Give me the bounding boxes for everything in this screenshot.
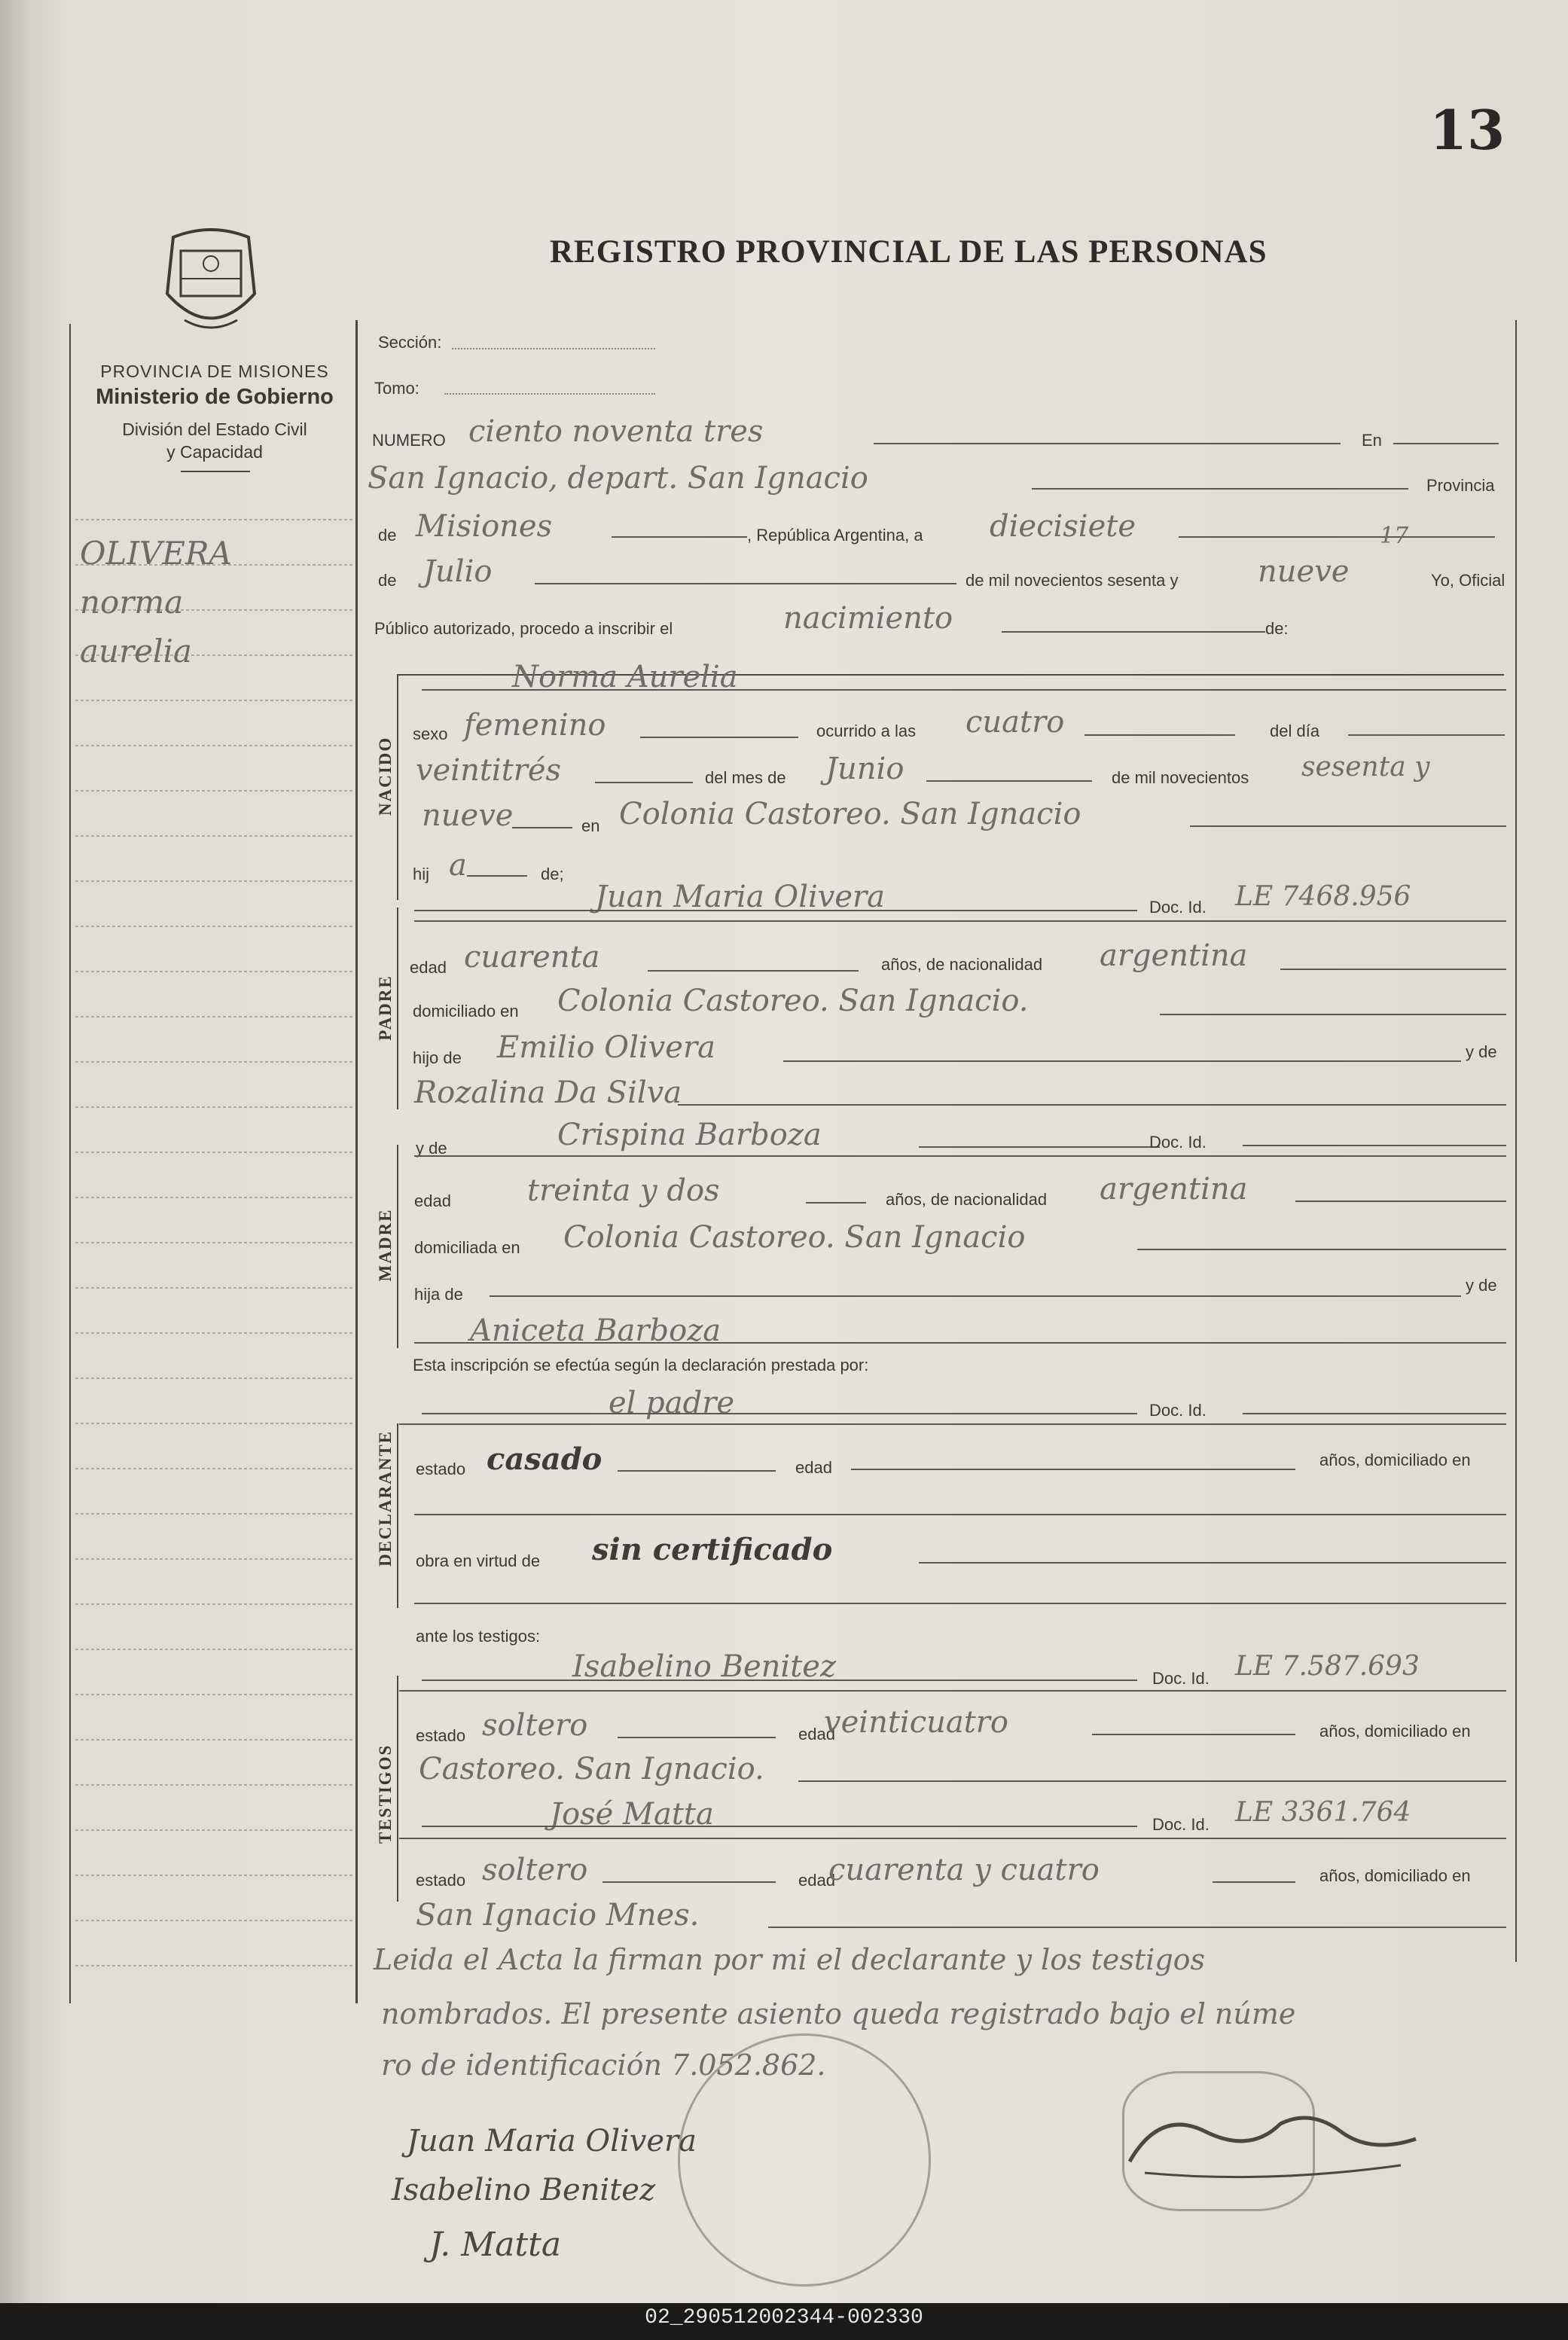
hora-rule — [1084, 734, 1235, 736]
label-t1-doc: Doc. Id. — [1152, 1669, 1210, 1688]
hw-padre-nombre: Juan Maria Olivera — [595, 880, 886, 914]
hw-t2-edad: cuarenta y cuatro — [828, 1853, 1100, 1887]
hw-t2-doc: LE 3361.764 — [1235, 1797, 1411, 1828]
signature-testigo-1: Isabelino Benitez — [392, 2173, 656, 2207]
label-hij: hij — [413, 865, 430, 883]
hw-padre-nac: argentina — [1100, 938, 1248, 973]
hw-madre-hija-de: Aniceta Barboza — [470, 1313, 721, 1348]
label-provincia: Provincia — [1426, 476, 1495, 495]
madre-bracket — [397, 1145, 398, 1348]
hw-padre-dom: Colonia Castoreo. San Ignacio. — [557, 984, 1029, 1018]
hw-t2-dom: San Ignacio Mnes. — [416, 1898, 700, 1933]
mes-rule — [535, 583, 956, 584]
section-padre: PADRE — [376, 975, 395, 1041]
madre-nac-rule — [1295, 1201, 1506, 1202]
signature-testigo-2: J. Matta — [429, 2226, 562, 2264]
hw-mes-nac: Junio — [825, 752, 904, 786]
madre-hija-rule — [490, 1295, 1461, 1297]
hw-dia: diecisiete — [990, 509, 1136, 544]
ruled-lines-graphic — [68, 497, 361, 2003]
hw-anio-nac-2: nueve — [422, 798, 514, 833]
margin-name-2: aurelia — [80, 633, 192, 670]
padre-hijo-rule — [783, 1060, 1461, 1062]
signature-oficial-icon — [1115, 2101, 1431, 2192]
t2-estado-rule — [602, 1881, 776, 1883]
padre-dom-rule — [1160, 1014, 1506, 1015]
hw-dia-num: 17 — [1380, 523, 1409, 549]
t1-estado-rule — [618, 1737, 776, 1738]
hw-padre-edad: cuarenta — [464, 940, 600, 975]
nombre-rule — [422, 689, 1506, 691]
t2-edad-rule — [1213, 1881, 1295, 1883]
hw-madre-nombre: Crispina Barboza — [557, 1118, 822, 1152]
hw-t1-nombre: Isabelino Benitez — [572, 1649, 837, 1684]
declarante-bracket — [397, 1423, 398, 1608]
hw-nota-1: Leida el Acta la firman por mi el declarante y los testigos — [374, 1943, 1206, 1976]
header-province: PROVINCIA DE MISIONES — [100, 362, 329, 381]
label-padre-hijo-de: hijo de — [413, 1048, 462, 1067]
label-padre-dom: domiciliado en — [413, 1002, 519, 1021]
hw-dia-nac: veintitrés — [416, 753, 562, 788]
label-decl-doc: Doc. Id. — [1149, 1401, 1207, 1420]
madre-hija2-rule — [414, 1342, 1506, 1344]
testigos-mid-rule — [399, 1838, 1506, 1839]
madre-dom-rule — [1137, 1249, 1506, 1250]
hw-lugar-nac: Colonia Castoreo. San Ignacio — [619, 797, 1081, 831]
anio-nac-rule — [512, 827, 572, 828]
padre-bracket — [397, 908, 398, 1109]
label-padre-doc: Doc. Id. — [1149, 898, 1207, 917]
label-t2-anos: años, domiciliado en — [1319, 1866, 1471, 1885]
margin-name-1: norma — [80, 584, 184, 621]
dia-rule — [1179, 536, 1495, 538]
hw-lugar: San Ignacio, depart. San Ignacio — [368, 461, 868, 496]
padre-edad-rule — [648, 970, 859, 972]
hw-sexo: femenino — [464, 708, 606, 743]
label-padre-y-de: y de — [1466, 1042, 1497, 1061]
hw-decl-estado: casado — [487, 1442, 602, 1477]
hw-anio-nac-1: sesenta y — [1301, 752, 1430, 783]
signature-padre: Juan Maria Olivera — [407, 2124, 697, 2158]
label-en-nac: en — [581, 816, 600, 835]
padre-nombre-rule — [414, 910, 1137, 911]
nacido-bracket — [397, 674, 398, 900]
hw-madre-nac: argentina — [1100, 1172, 1248, 1207]
t1-edad-rule — [1092, 1734, 1295, 1735]
label-yo-oficial: Yo, Oficial — [1431, 571, 1505, 590]
hw-t1-dom: Castoreo. San Ignacio. — [419, 1752, 764, 1786]
madre-nombre-rule — [919, 1146, 1160, 1148]
label-t2-doc: Doc. Id. — [1152, 1815, 1210, 1834]
decl-obra2-rule — [414, 1603, 1506, 1604]
label-del-mes: del mes de — [705, 768, 786, 787]
label-t2-edad: edad — [798, 1871, 835, 1890]
declarante-rule — [422, 1413, 1137, 1414]
label-madre-dom: domiciliada en — [414, 1238, 520, 1257]
label-padre-edad: edad — [410, 958, 447, 977]
hij-rule — [467, 875, 527, 877]
label-t1-estado: estado — [416, 1726, 466, 1745]
label-ocurrido: ocurrido a las — [816, 722, 917, 740]
hw-padre-y-de: Rozalina Da Silva — [414, 1075, 682, 1110]
hw-declarante: el padre — [609, 1386, 735, 1420]
t1-nombre-rule — [422, 1679, 1137, 1681]
section-nacido: NACIDO — [376, 736, 395, 816]
margin-surname: OLIVERA — [80, 535, 232, 572]
acto-rule — [1002, 631, 1265, 633]
label-de-semi: de; — [541, 865, 564, 883]
header-underline — [181, 471, 250, 472]
t2-nombre-rule — [422, 1826, 1137, 1827]
hw-hij-suffix: a — [449, 848, 467, 883]
hw-t1-edad: veinticuatro — [824, 1705, 1008, 1740]
label-decl-anos: años, domiciliado en — [1319, 1451, 1471, 1469]
hw-t1-estado: soltero — [482, 1708, 588, 1743]
field-seccion — [452, 348, 655, 349]
hw-t1-doc: LE 7.587.693 — [1235, 1651, 1420, 1682]
label-t2-estado: estado — [416, 1871, 466, 1890]
en-rule — [1393, 443, 1499, 444]
label-de-mil-nov: de mil novecientos — [1112, 768, 1249, 787]
label-t1-anos: años, domiciliado en — [1319, 1722, 1471, 1741]
label-decl-estado: estado — [416, 1460, 466, 1478]
numero-rule — [874, 443, 1341, 444]
label-de-1: de — [378, 526, 397, 545]
hw-nombre: Norma Aurelia — [512, 660, 738, 694]
hw-provincia: Misiones — [416, 509, 553, 544]
right-border — [1515, 320, 1517, 1962]
page-left-edge — [0, 0, 30, 2303]
hw-anio: nueve — [1258, 554, 1350, 589]
testigos-top-rule — [399, 1690, 1506, 1692]
decl-doc-rule — [1243, 1413, 1506, 1414]
label-madre-hija-de: hija de — [414, 1285, 463, 1304]
label-decl-edad: edad — [795, 1458, 832, 1477]
declarante-top-rule — [399, 1423, 1506, 1425]
hw-nota-2: nombrados. El presente asiento queda registrado bajo el núme — [381, 1997, 1296, 2030]
label-de-mil: de mil novecientos sesenta y — [966, 571, 1179, 590]
madre-edad-rule — [806, 1202, 866, 1204]
sexo-rule — [640, 737, 798, 738]
label-publico: Público autorizado, procedo a inscribir el — [374, 619, 673, 638]
label-madre-y-de: y de — [1466, 1276, 1497, 1295]
header-division-line1: División del Estado Civil — [122, 419, 307, 439]
section-madre: MADRE — [376, 1208, 395, 1282]
section-testigos: TESTIGOS — [376, 1744, 395, 1844]
label-del-dia: del día — [1270, 722, 1320, 740]
dia-nac-rule — [595, 782, 693, 783]
image-caption: 02_290512002344-002330 — [645, 2306, 923, 2329]
label-de-colon: de: — [1265, 619, 1289, 638]
lugar-rule — [1032, 488, 1408, 490]
header-division — [72, 418, 358, 463]
official-round-stamp — [678, 2033, 931, 2287]
label-tomo: Tomo: — [374, 379, 419, 398]
del-dia-rule — [1348, 734, 1505, 736]
hw-t2-nombre: José Matta — [550, 1797, 714, 1832]
header-division-line2: y Capacidad — [166, 442, 263, 462]
hw-padre-doc: LE 7468.956 — [1235, 881, 1411, 912]
label-madre-doc: Doc. Id. — [1149, 1133, 1207, 1152]
hw-decl-obra: sin certificado — [592, 1532, 833, 1567]
hw-nota-3: ro de identificación 7.052.862. — [381, 2049, 826, 2082]
hw-numero: ciento noventa tres — [468, 414, 764, 449]
padre-nac-rule — [1280, 969, 1506, 970]
hw-madre-dom: Colonia Castoreo. San Ignacio — [563, 1220, 1026, 1255]
label-seccion: Sección: — [378, 333, 442, 352]
decl-edad-rule — [851, 1469, 1295, 1470]
label-ante: ante los testigos: — [416, 1627, 541, 1646]
hw-hora: cuatro — [966, 705, 1065, 740]
decl-dom-rule — [414, 1514, 1506, 1515]
hw-t2-estado: soltero — [482, 1853, 588, 1887]
mes-nac-rule — [926, 780, 1092, 782]
label-padre-anos: años, de nacionalidad — [881, 955, 1043, 974]
lugar-nac-rule — [1190, 825, 1506, 827]
field-tomo — [444, 393, 655, 395]
t2-dom-rule — [768, 1927, 1506, 1928]
header-ministry: Ministerio de Gobierno — [96, 385, 334, 409]
decl-obra-rule — [919, 1562, 1506, 1564]
hw-acto: nacimiento — [783, 601, 953, 636]
padre-top-rule — [414, 920, 1506, 922]
hw-madre-edad: treinta y dos — [527, 1173, 720, 1208]
hw-mes: Julio — [423, 554, 493, 589]
label-madre-anos: años, de nacionalidad — [886, 1190, 1048, 1209]
decl-estado-rule — [618, 1470, 776, 1472]
padre-y-de-rule — [678, 1104, 1506, 1106]
t1-dom-rule — [798, 1780, 1506, 1782]
label-decl-obra: obra en virtud de — [416, 1551, 541, 1570]
label-t1-edad: edad — [798, 1725, 835, 1744]
label-numero: NUMERO — [372, 431, 446, 450]
label-de-2: de — [378, 571, 397, 590]
label-republica: , República Argentina, a — [747, 526, 923, 545]
hw-padre-hijo-de: Emilio Olivera — [497, 1030, 715, 1065]
section-declarante: DECLARANTE — [376, 1429, 395, 1567]
madre-doc-rule — [1243, 1145, 1506, 1146]
page-number: 13 — [1429, 98, 1505, 162]
label-sexo: sexo — [413, 725, 448, 743]
document-title: REGISTRO PROVINCIAL DE LAS PERSONAS — [550, 234, 1268, 270]
testigos-bracket — [397, 1676, 398, 1902]
provincia-rule — [612, 536, 747, 538]
madre-top-rule — [414, 1155, 1506, 1157]
label-inscripcion: Esta inscripción se efectúa según la declaración prestada por: — [413, 1356, 869, 1374]
label-en: En — [1362, 431, 1382, 450]
label-madre-edad: edad — [414, 1191, 451, 1210]
provincial-seal-icon — [158, 222, 264, 343]
label-y-de-madre: y de — [416, 1139, 447, 1158]
